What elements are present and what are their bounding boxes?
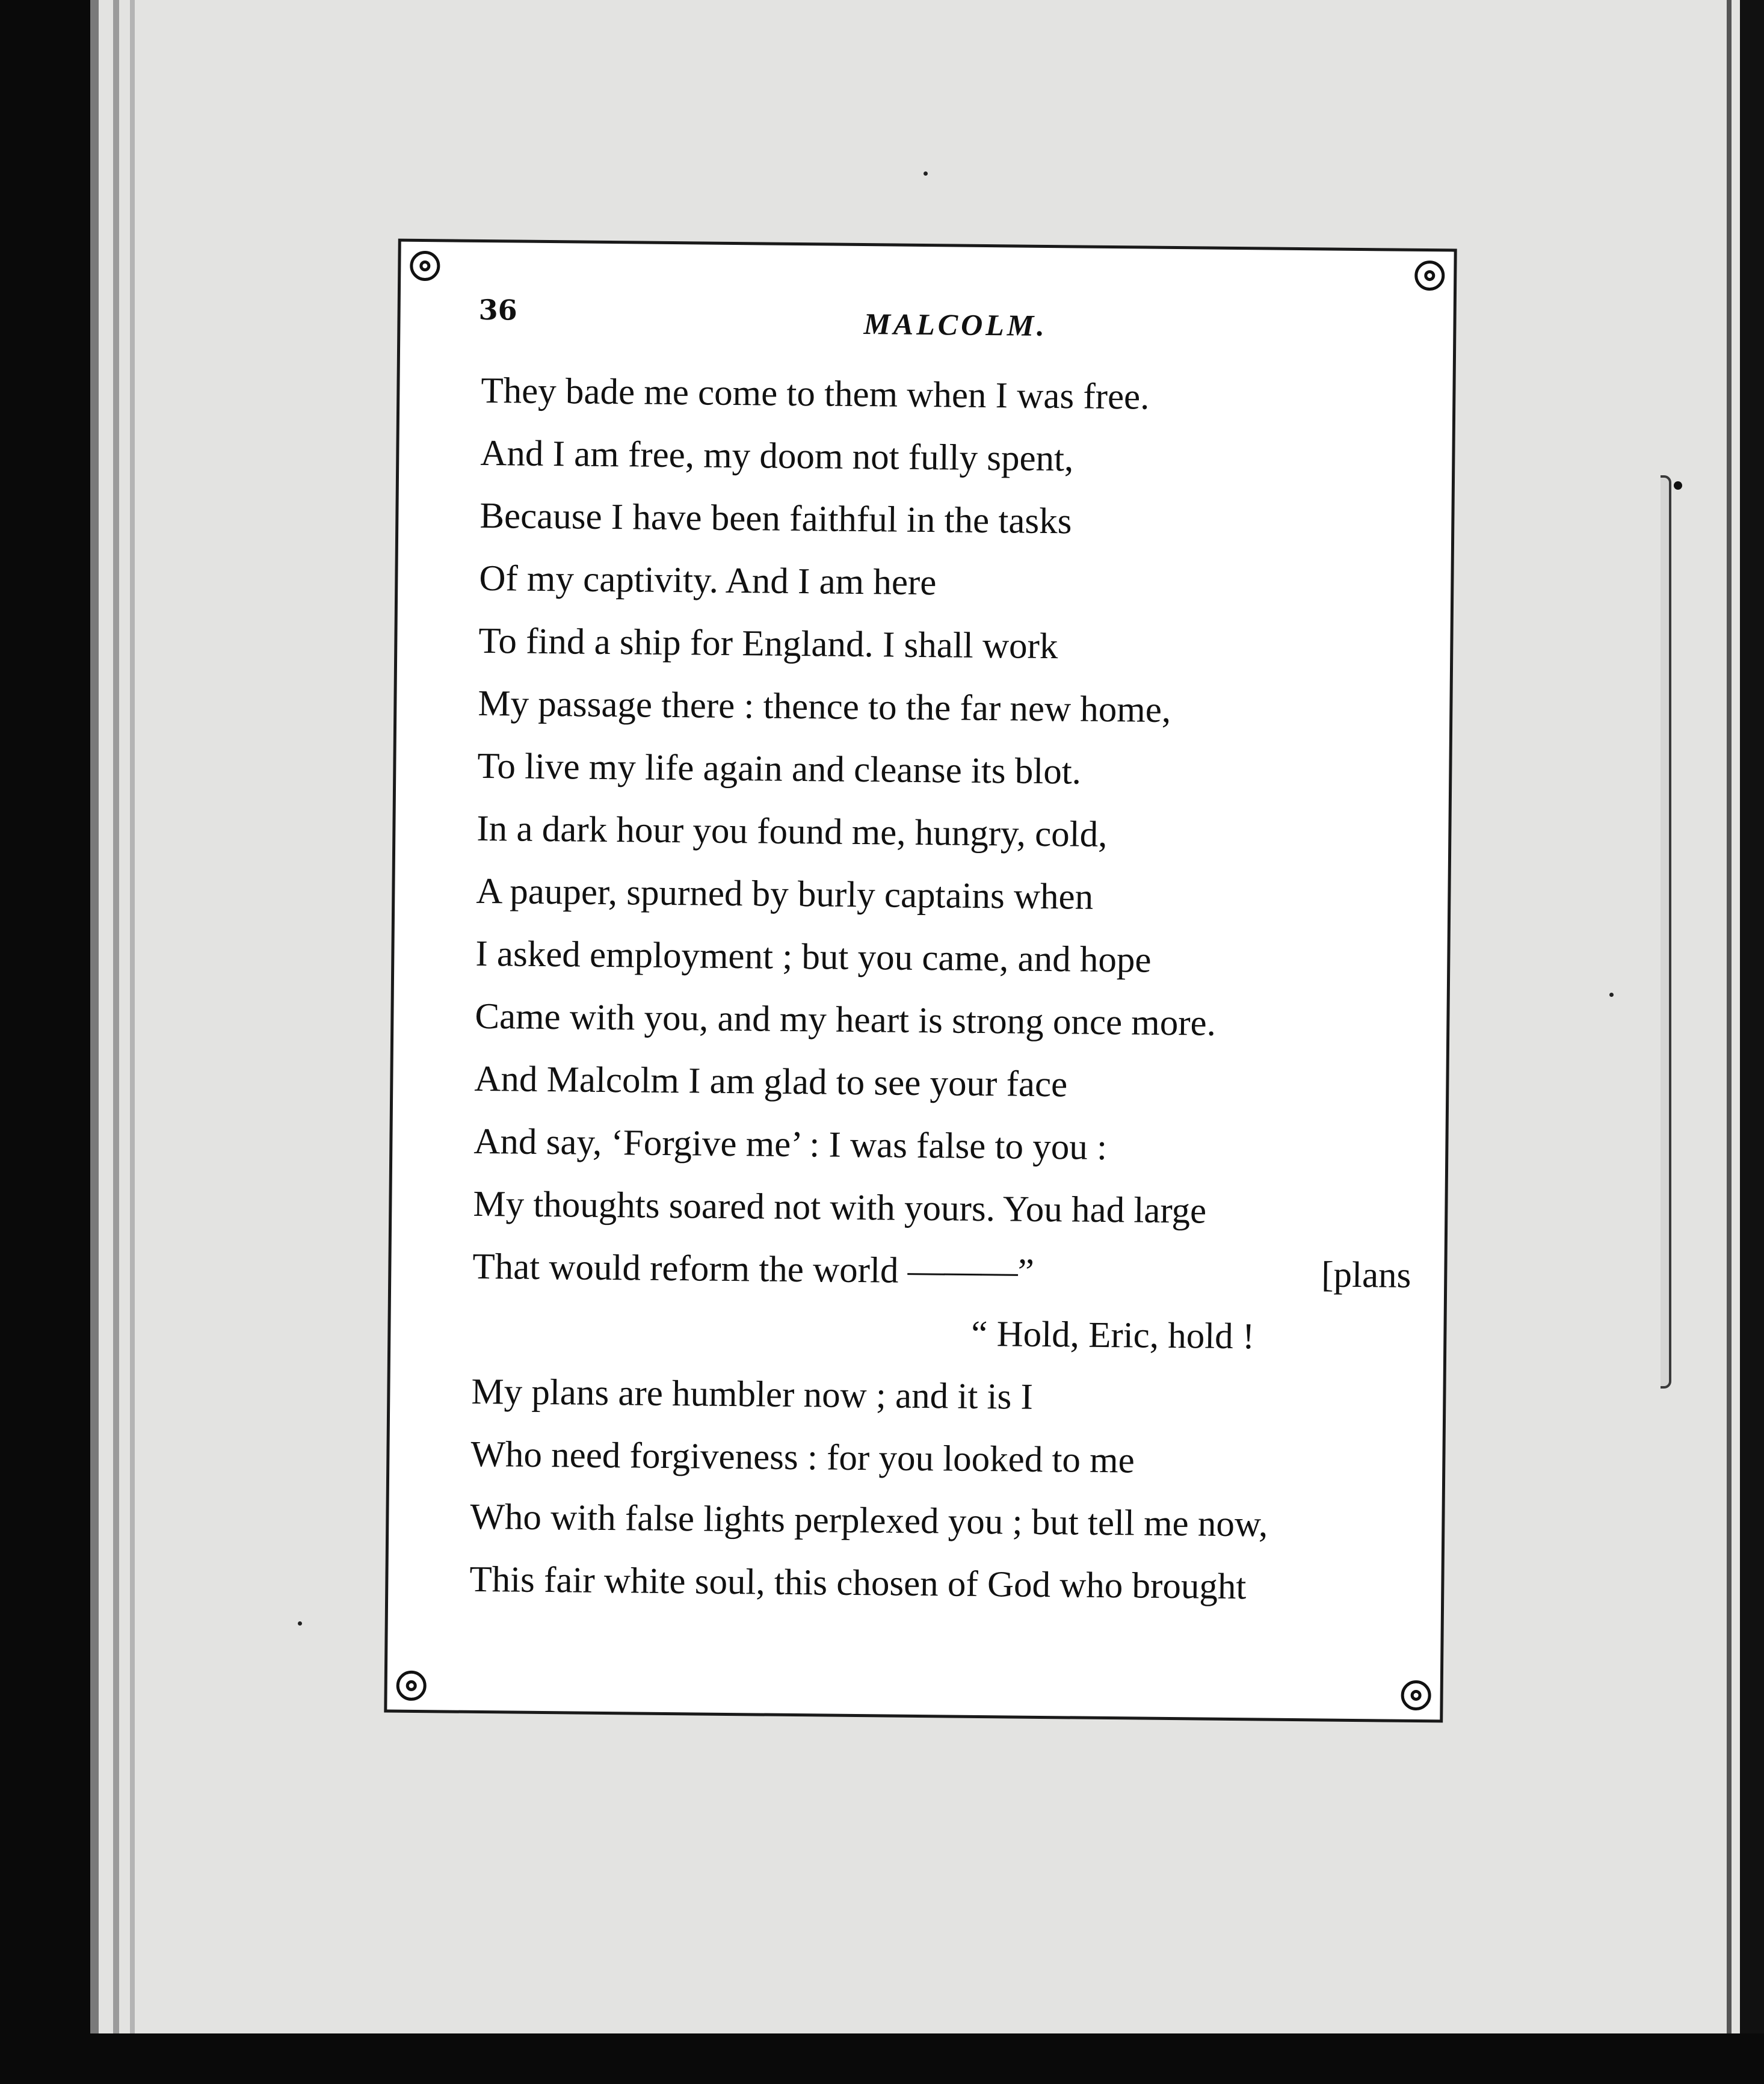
page-stack-edge [130,0,135,2033]
verse-block [469,360,1420,1620]
dust-speck [1609,993,1614,997]
corner-ornament-icon [1401,1680,1431,1710]
page-stack-edge [90,0,99,2033]
verse-line: Came with you, and my heart is strong once more. [475,996,1217,1044]
verse-line-indented: “ Hold, Eric, hold ! [971,1313,1255,1357]
corner-ornament-icon [410,251,440,281]
verse-line: This fair white soul, this chosen of God who brought [469,1559,1247,1608]
verse-line: To live my life again and cleanse its blot. [477,745,1082,792]
corner-ornament-icon [396,1671,426,1701]
binding-shadow [1727,0,1732,2033]
running-head: MALCOLM. [863,307,1048,342]
verse-line: To find a ship for England. I shall work [478,620,1058,667]
binding-rivet [1674,481,1682,490]
verse-line: And I am free, my doom not fully spent, [480,433,1074,479]
scan-border [1740,0,1764,2033]
dust-speck [924,171,928,176]
verse-line: They bade me come to them when I was free. [481,370,1150,418]
dust-speck [298,1621,302,1626]
verse-line: Who need forgiveness : for you looked to me [470,1434,1135,1481]
verse-line: Because I have been faithful in the tasks [480,495,1072,542]
verse-line: My passage there : thence to the far new home, [478,683,1171,730]
verse-line-with-turnover [472,1236,1411,1307]
binding-clip [1661,475,1671,1389]
verse-line-text: That would reform the world ———” [472,1246,1035,1292]
verse-line: And say, ‘Forgive me’ : I was false to you : [473,1121,1108,1168]
printed-page [384,239,1457,1723]
verse-line: Who with false lights perplexed you ; but tell me now, [470,1496,1268,1545]
verse-line: My plans are humbler now ; and it is I [471,1371,1034,1417]
verse-line: A pauper, spurned by burly captains when [476,871,1094,917]
page-stack-edge [113,0,119,2033]
page-number: 36 [478,293,517,327]
verse-line: Of my captivity. And I am here [479,558,937,603]
turnover-word: [plans [1321,1254,1411,1296]
corner-ornament-icon [1414,260,1445,291]
verse-line: My thoughts soared not with yours. You had large [473,1183,1207,1232]
verse-line: And Malcolm I am glad to see your face [474,1058,1068,1105]
verse-line: In a dark hour you found me, hungry, cold, [476,808,1108,855]
verse-line: I asked employment ; but you came, and hope [475,933,1152,981]
